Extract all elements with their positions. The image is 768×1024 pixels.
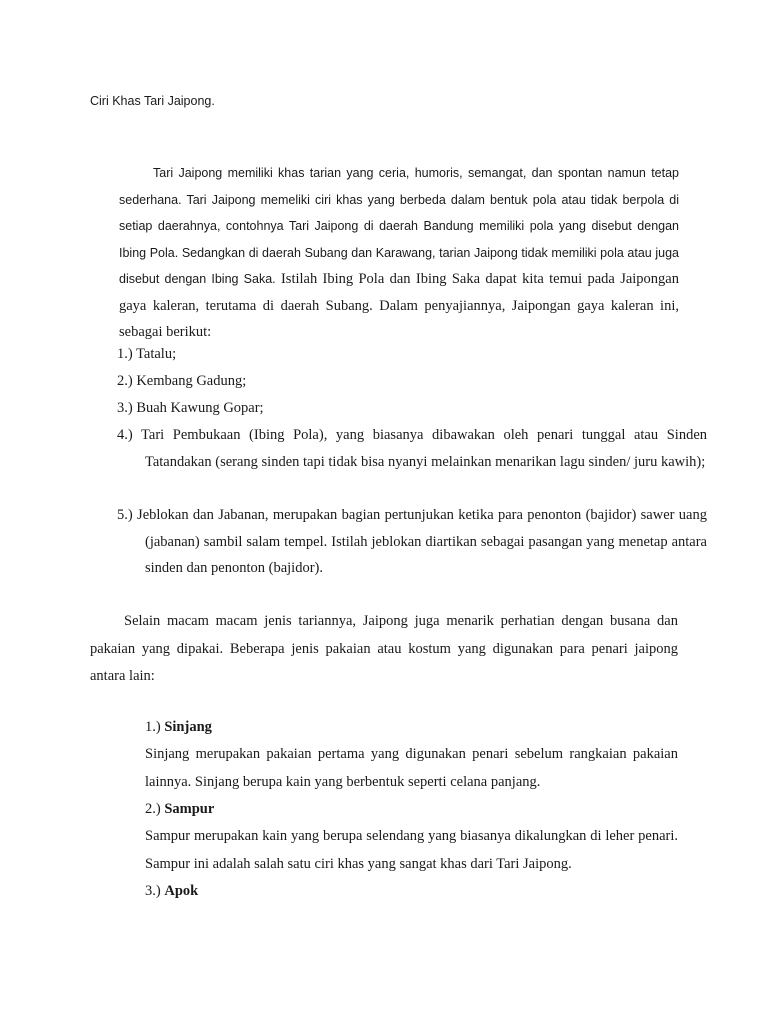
costume-1-name: Sinjang bbox=[164, 719, 212, 735]
costume-intro-paragraph: Selain macam macam jenis tariannya, Jaipong juga menarik perhatian dengan busana dan pakaian yang dipakai. Beberapa jenis pakaian atau kostum yang digunakan para penari jaipong antara lain: bbox=[90, 613, 678, 684]
costume-2-number: 2.) bbox=[145, 801, 161, 817]
costume-3-heading bbox=[145, 878, 198, 906]
costume-1-description: Sinjang merupakan pakaian pertama yang digunakan penari sebelum rangkaian pakaian lainnya. Sinjang berupa kain yang berbentuk seperti celana panjang. bbox=[145, 746, 678, 790]
list-item-1: 1.) Tatalu; bbox=[117, 346, 177, 362]
costume-2-heading bbox=[145, 796, 214, 824]
intro-sans-text: Tari Jaipong memiliki khas tarian yang ceria, humoris, semangat, dan spontan namun tetap sederhana. Tari Jaipong memeliki ciri khas yang berbeda dalam bentuk pola atau tidak berpola di setiap daerahnya, contohnya Tari Jaipong di daerah Bandung memiliki pola yang disebut dengan Ibing Pola. Sedangkan di daerah Subang dan Karawang, tarian Jaipong tidak memiliki pola atau juga disebut dengan Ibing Saka. bbox=[119, 166, 679, 286]
document-title: Ciri Khas Tari Jaipong. bbox=[90, 94, 215, 108]
costume-2-name: Sampur bbox=[164, 801, 215, 817]
costume-1-heading bbox=[145, 714, 212, 742]
costume-1-number: 1.) bbox=[145, 719, 161, 735]
intro-paragraph bbox=[119, 160, 679, 346]
list-item-5: 5.) Jeblokan dan Jabanan, merupakan bagian pertunjukan ketika para penonton (bajidor) sawer uang (jabanan) sambil salam tempel. Istilah jeblokan diartikan sebagai pasangan yang menetap antara sinden dan penonton (bajidor). bbox=[117, 507, 707, 576]
list-item-3: 3.) Buah Kawung Gopar; bbox=[117, 400, 264, 416]
list-item-4: 4.) Tari Pembukaan (Ibing Pola), yang biasanya dibawakan oleh penari tunggal atau Sinden Tatandakan (serang sinden tapi tidak bisa nyanyi melainkan menarikan lagu sinden/ juru kawih); bbox=[117, 427, 707, 470]
intro-serif-text: Istilah Ibing Pola dan Ibing Saka dapat kita temui pada Jaipongan gaya kaleran, terutama di daerah Subang. Dalam penyajiannya, Jaipongan gaya kaleran ini, sebagai berikut: bbox=[119, 271, 679, 340]
list-item-2: 2.) Kembang Gadung; bbox=[117, 373, 247, 389]
costume-3-number: 3.) bbox=[145, 883, 161, 899]
costume-2-description: Sampur merupakan kain yang berupa selendang yang biasanya dikalungkan di leher penari. Sampur ini adalah salah satu ciri khas yang sangat khas dari Tari Jaipong. bbox=[145, 828, 678, 872]
costume-3-name: Apok bbox=[164, 883, 199, 899]
